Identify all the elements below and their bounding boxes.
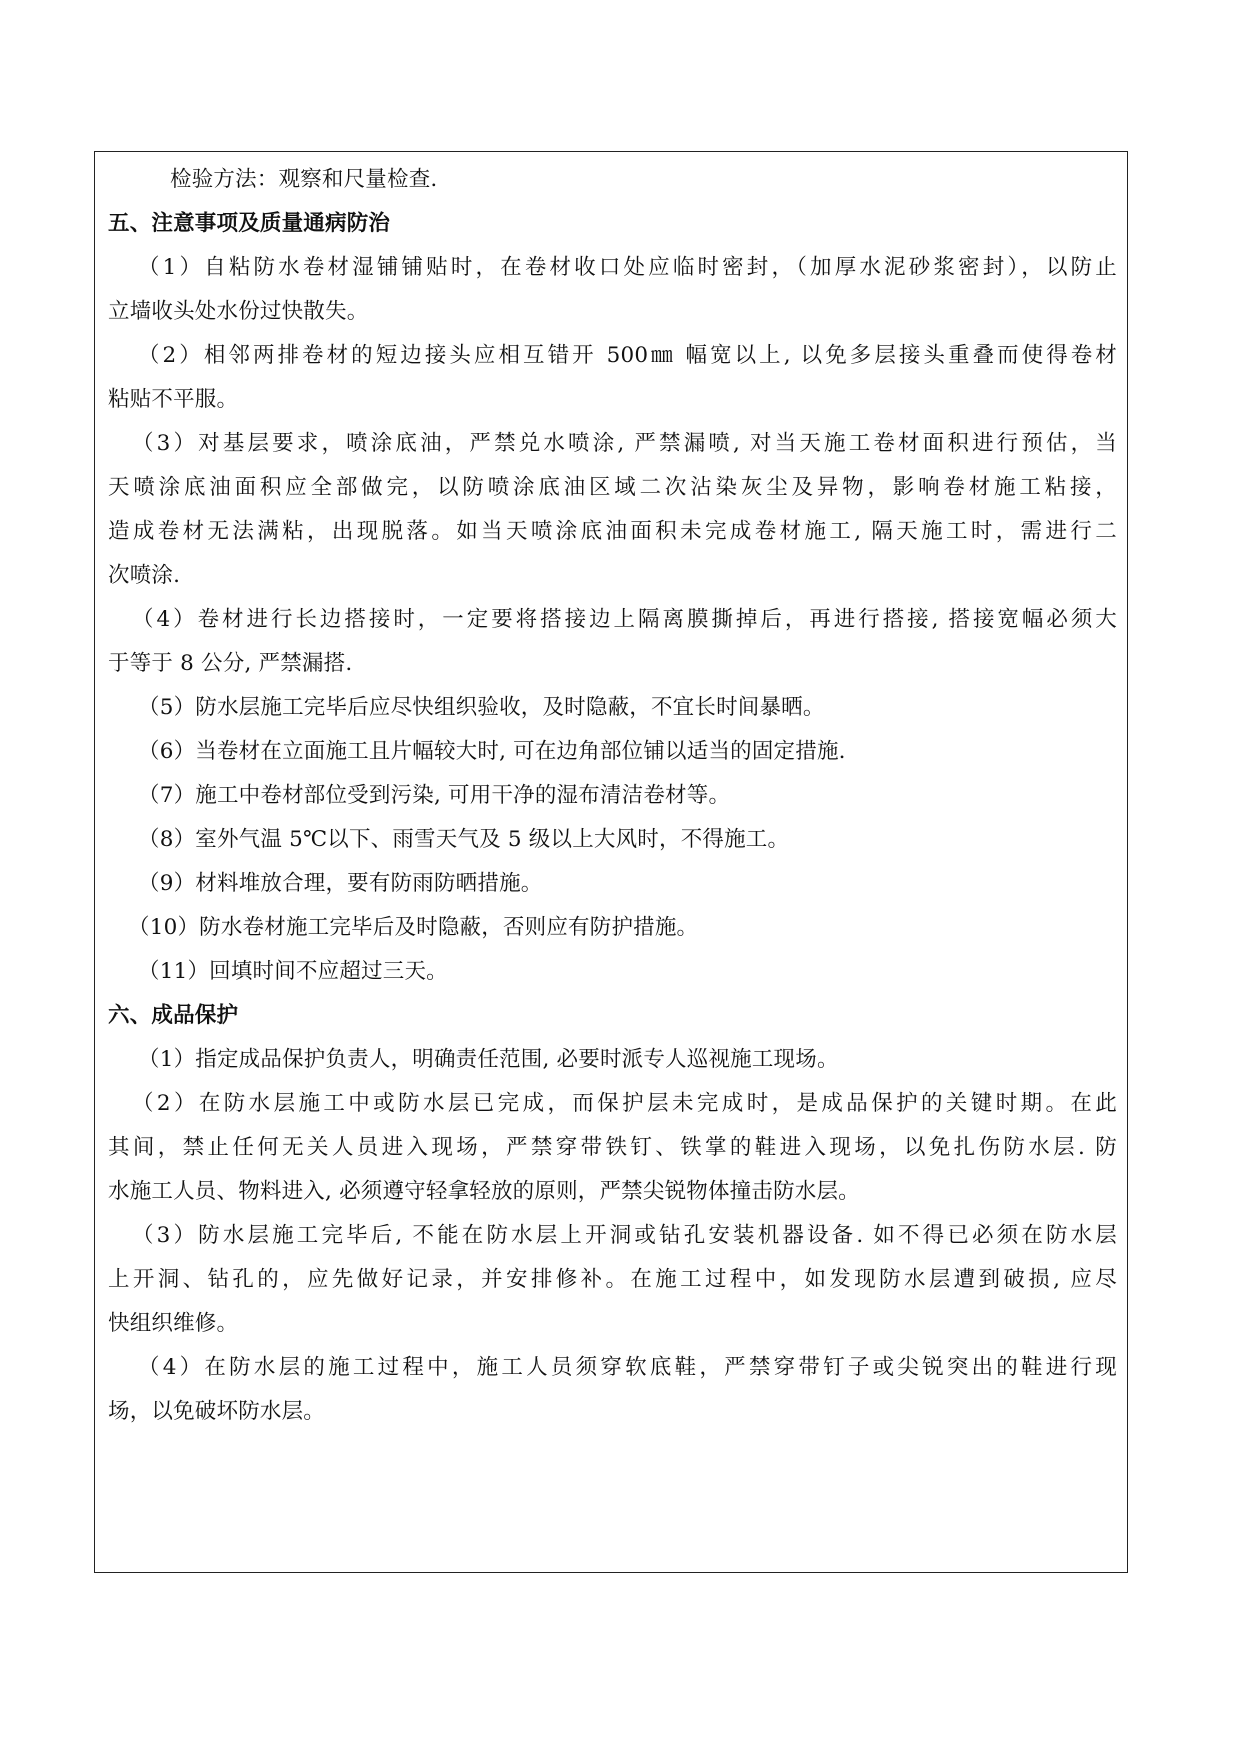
precaution-item-3-line-2: 天喷涂底油面积应全部做完，以防喷涂底油区域二次沾染灰尘及异物，影响卷材施工粘接， bbox=[108, 475, 1117, 500]
precaution-item-10: （10）防水卷材施工完毕后及时隐蔽，否则应有防护措施。 bbox=[128, 915, 699, 940]
precaution-item-8: （8）室外气温 5℃以下、雨雪天气及 5 级以上大风时，不得施工。 bbox=[138, 827, 790, 852]
precaution-item-3-line-1: （3）对基层要求，喷涂底油，严禁兑水喷涂, 严禁漏喷, 对当天施工卷材面积进行预估，当 bbox=[132, 431, 1117, 456]
protection-item-3-line-2: 上开洞、钻孔的，应先做好记录，并安排修补。在施工过程中，如发现防水层遭到破损, 应尽 bbox=[108, 1267, 1117, 1292]
precaution-item-3-line-4: 次喷涂. bbox=[108, 563, 181, 588]
protection-item-3-line-1: （3）防水层施工完毕后, 不能在防水层上开洞或钻孔安装机器设备. 如不得已必须在防水层 bbox=[132, 1223, 1117, 1248]
precaution-item-1-line-2: 立墙收头处水份过快散失。 bbox=[108, 299, 369, 324]
protection-item-2-line-3: 水施工人员、物料进入, 必须遵守轻拿轻放的原则，严禁尖锐物体撞击防水层。 bbox=[108, 1179, 860, 1204]
precaution-item-4-line-2: 于等于 8 公分, 严禁漏搭. bbox=[108, 651, 353, 676]
precaution-item-3-line-3: 造成卷材无法满粘，出现脱落。如当天喷涂底油面积未完成卷材施工, 隔天施工时，需进行二 bbox=[108, 519, 1117, 544]
precaution-item-11: （11）回填时间不应超过三天。 bbox=[138, 959, 448, 984]
precaution-item-5: （5）防水层施工完毕后应尽快组织验收，及时隐蔽，不宜长时间暴晒。 bbox=[138, 695, 825, 720]
protection-item-1: （1）指定成品保护负责人，明确责任范围, 必要时派专人巡视施工现场。 bbox=[138, 1047, 839, 1072]
precaution-item-9: （9）材料堆放合理，要有防雨防晒措施。 bbox=[138, 871, 543, 896]
precaution-item-4-line-1: （4）卷材进行长边搭接时，一定要将搭接边上隔离膜撕掉后，再进行搭接, 搭接宽幅必须大 bbox=[132, 607, 1117, 632]
document-frame bbox=[94, 151, 1128, 1573]
section-heading-precautions: 五、注意事项及质量通病防治 bbox=[108, 211, 391, 236]
precaution-item-1-line-1: （1）自粘防水卷材湿铺铺贴时，在卷材收口处应临时密封，（加厚水泥砂浆密封），以防止 bbox=[138, 255, 1117, 280]
section-heading-product-protection: 六、成品保护 bbox=[108, 1003, 239, 1028]
precaution-item-7: （7）施工中卷材部位受到污染, 可用干净的湿布清洁卷材等。 bbox=[138, 783, 731, 808]
protection-item-2-line-1: （2）在防水层施工中或防水层已完成，而保护层未完成时，是成品保护的关键时期。在此 bbox=[132, 1091, 1117, 1116]
inspection-method-line: 检验方法：观察和尺量检查. bbox=[170, 167, 438, 192]
precaution-item-2-line-1: （2）相邻两排卷材的短边接头应相互错开 500㎜ 幅宽以上, 以免多层接头重叠而使得卷材 bbox=[138, 343, 1117, 368]
protection-item-4-line-1: （4）在防水层的施工过程中，施工人员须穿软底鞋，严禁穿带钉子或尖锐突出的鞋进行现 bbox=[138, 1355, 1117, 1380]
protection-item-4-line-2: 场，以免破坏防水层。 bbox=[108, 1399, 326, 1424]
precaution-item-2-line-2: 粘贴不平服。 bbox=[108, 387, 239, 412]
protection-item-2-line-2: 其间，禁止任何无关人员进入现场，严禁穿带铁钉、铁掌的鞋进入现场，以免扎伤防水层. 防 bbox=[108, 1135, 1117, 1160]
precaution-item-6: （6）当卷材在立面施工且片幅较大时, 可在边角部位铺以适当的固定措施. bbox=[138, 739, 846, 764]
protection-item-3-line-3: 快组织维修。 bbox=[108, 1311, 239, 1336]
